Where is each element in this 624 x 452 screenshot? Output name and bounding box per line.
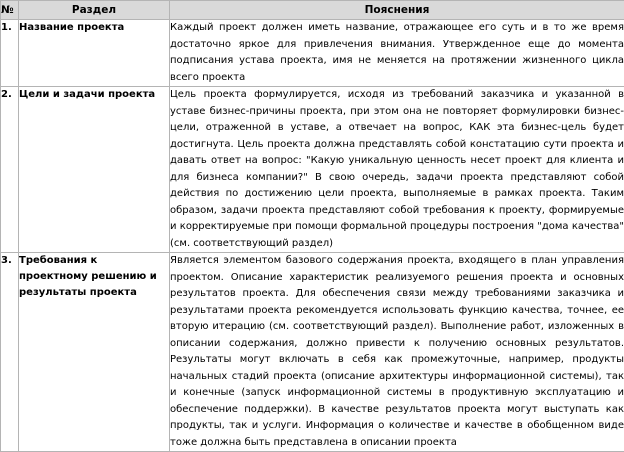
row-notes: Является элементом базового содержания проекта, входящего в план управления проектом. Описание характеристик реализуемого решения проекта и основных результатов проекта. Для обеспечения связи между требованиями заказчика и результатами проекта рекомендуется использовать функцию качества, точнее, ее вторую итерацию (см. соответствующий раздел). Выполнение работ, изложенных в описании содержания, должно привести к получению основных результатов. Результаты могут включать в себя как промежуточные, например, продукты начальных стадий проекта (описание архитектуры информационной системы), так и конечные (запуск информационной системы в продуктивную эксплуатацию и обеспечение поддержки). В качестве результатов проекта могут выступать как продукты, так и услуги. Информация о количестве и качестве в обобщенном виде тоже должна быть представлена в описании проекта — [170, 253, 624, 452]
table-row — [1, 20, 624, 87]
row-number: 2. — [1, 87, 19, 253]
header-number: № — [1, 1, 19, 20]
row-notes: Каждый проект должен иметь название, отражающее его суть и в то же время достаточно яркое для привлечения внимания. Утвержденное еще до момента подписания устава проекта, имя не меняется на протяжении жизненного цикла всего проекта — [170, 20, 624, 87]
table-row — [1, 87, 624, 253]
row-section: Требования к проектному решению и результаты проекта — [19, 253, 170, 452]
row-number: 1. — [1, 20, 19, 87]
row-number: 3. — [1, 253, 19, 452]
header-section: Раздел — [19, 1, 170, 20]
row-section: Цели и задачи проекта — [19, 87, 170, 253]
row-section: Название проекта — [19, 20, 170, 87]
row-notes: Цель проекта формулируется, исходя из требований заказчика и указанной в уставе бизнес-причины проекта, при этом она не повторяет формулировки бизнес-цели, отраженной в уставе, а отвечает на вопрос, КАК эта бизнес-цель будет достигнута. Цель проекта должна представлять собой констатацию сути проекта и давать ответ на вопрос: "Какую уникальную ценность несет проект для клиента и для бизнеса компании?" В свою очередь, задачи проекта представляют собой действия по достижению цели проекта, выполняемые в рамках проекта. Таким образом, задачи проекта представляют собой требования к проекту, формируемые и корректируемые при помощи формальной процедуры построения "дома качества" (см. соответствующий раздел) — [170, 87, 624, 253]
table-row — [1, 253, 624, 452]
header-notes: Пояснения — [170, 1, 624, 20]
table-header-row — [1, 1, 624, 20]
